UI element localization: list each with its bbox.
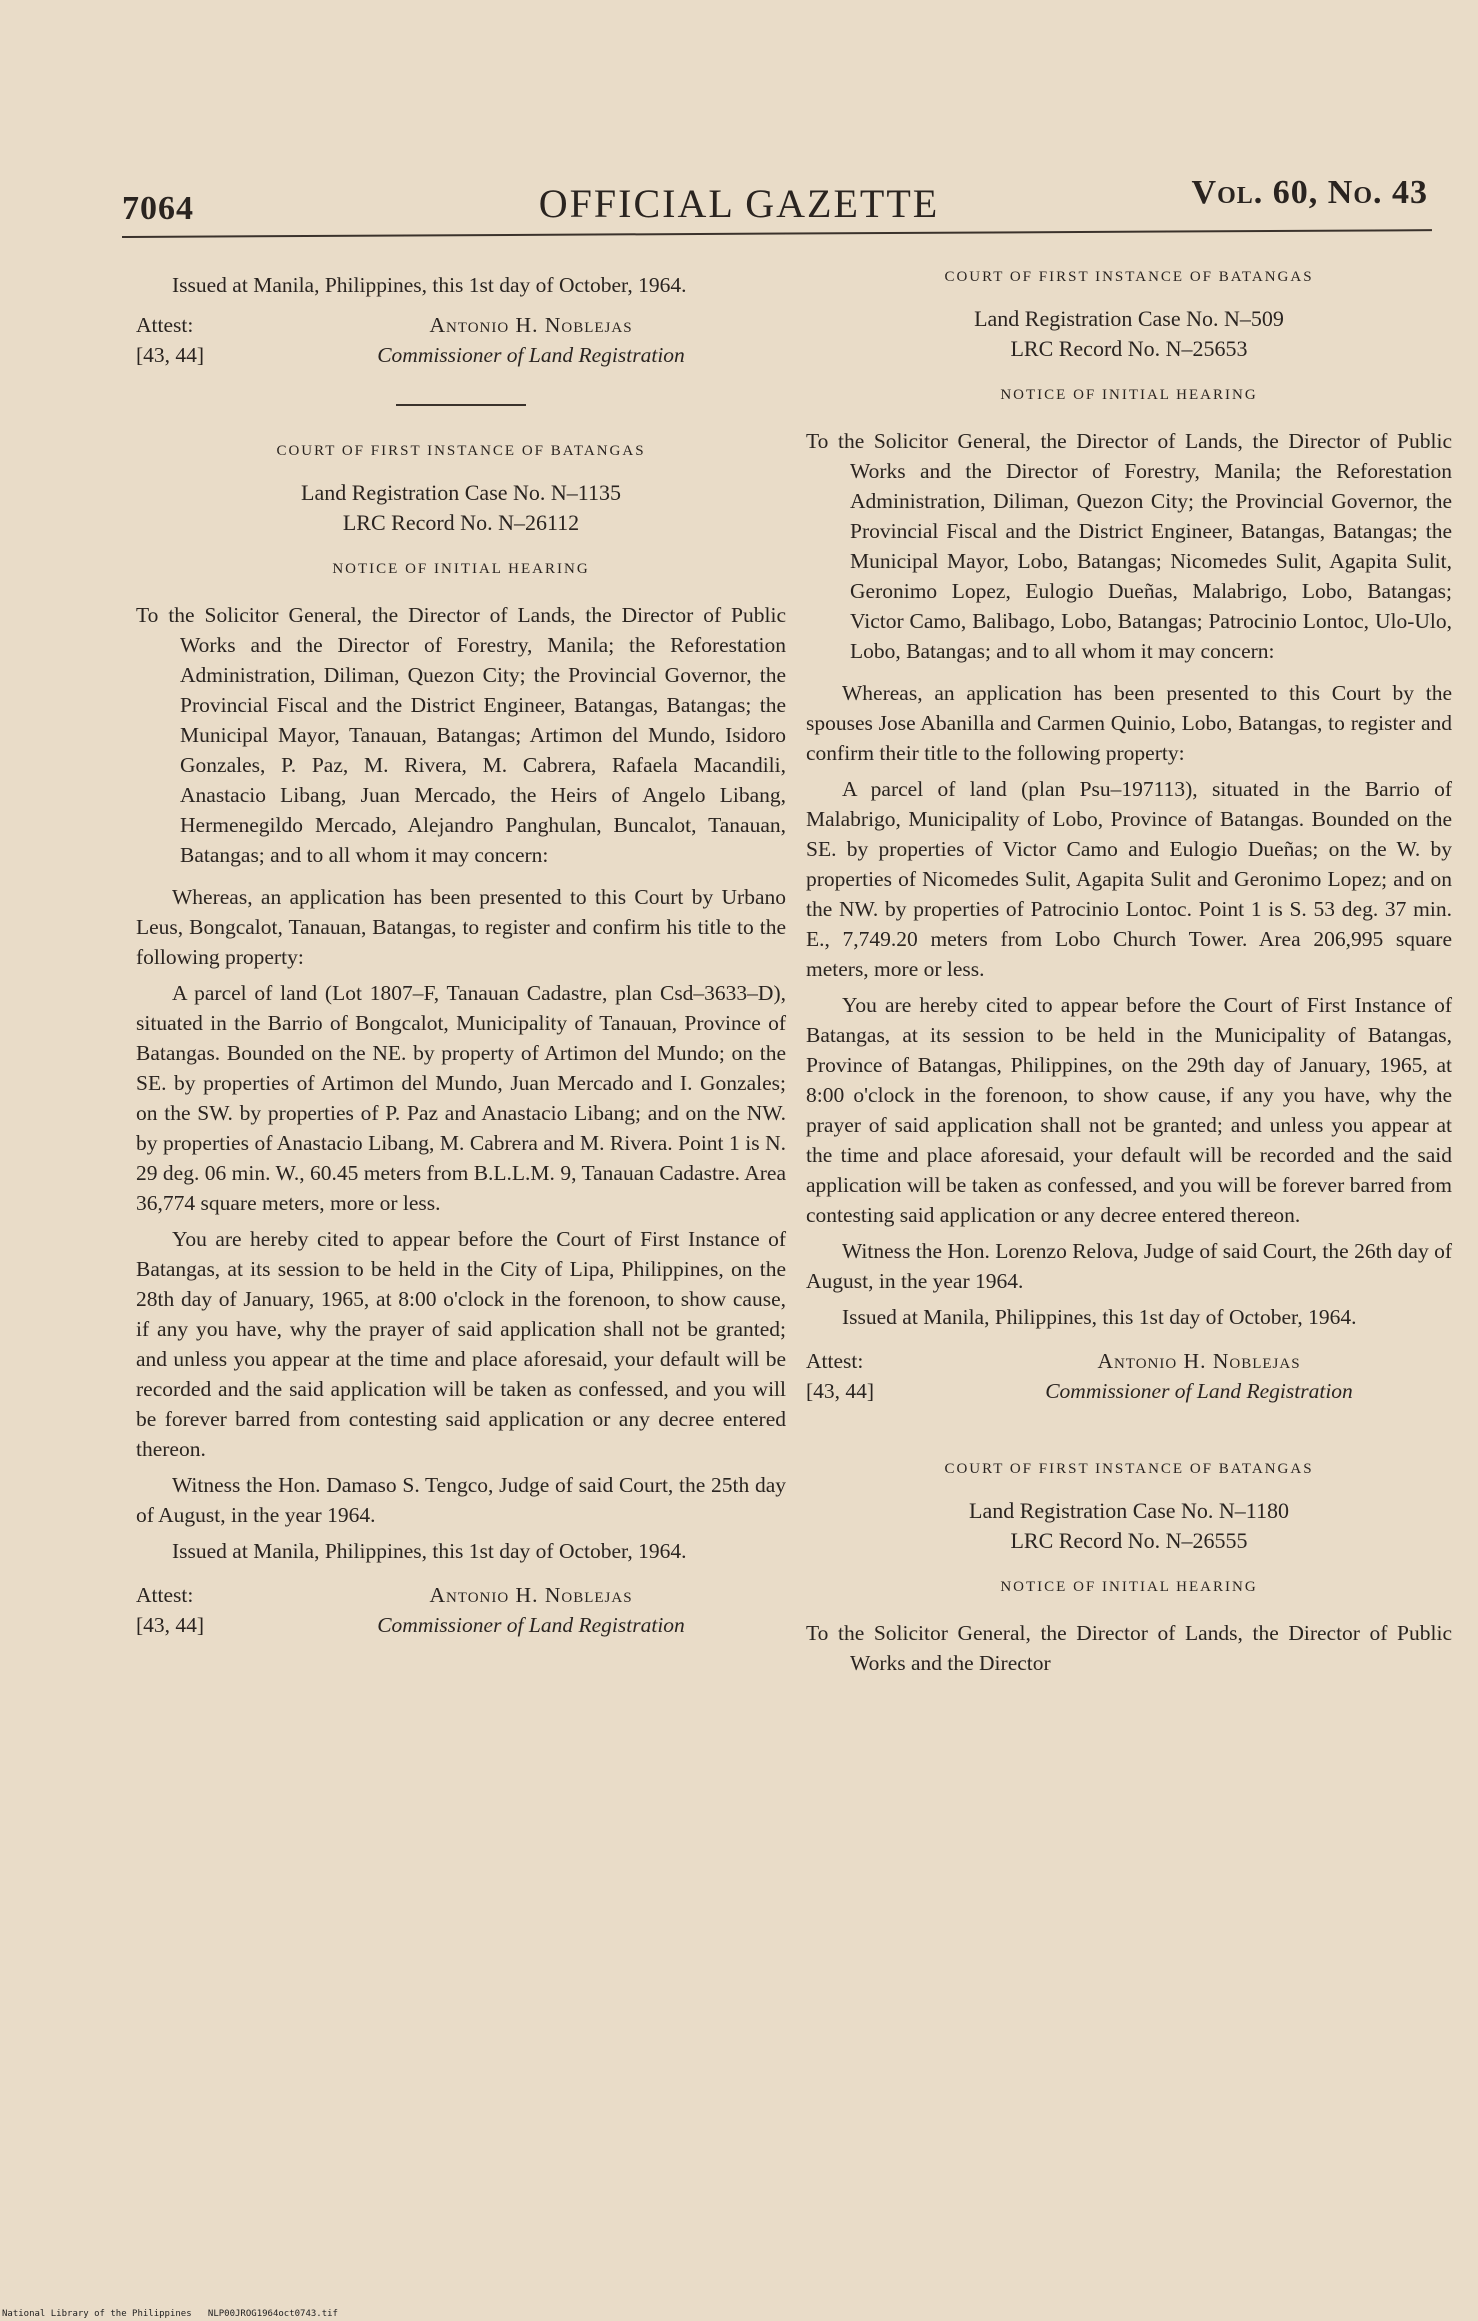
court-heading: COURT OF FIRST INSTANCE OF BATANGAS	[944, 269, 1314, 285]
header-rule	[122, 229, 1432, 238]
attest-title: Commissioner of Land Registration	[1045, 1379, 1353, 1403]
court-heading: COURT OF FIRST INSTANCE OF BATANGAS	[944, 1461, 1314, 1477]
issue-reference: [43, 44]	[136, 1613, 205, 1637]
page-number: 7064	[122, 190, 194, 227]
issue-reference: [43, 44]	[136, 343, 205, 367]
issue-reference: [43, 44]	[806, 1379, 875, 1403]
citation-paragraph: You are hereby cited to appear before the Court of First Instance of Batangas, at its session to be held in the City of Lipa, Philippines, on the 28th day of January, 1965, at 8:00 o'clock in the forenoon, to show cause, if any you have, why the prayer of said application shall not be granted; and unless you appear at the time and place aforesaid, your default will be recorded and the said application will be taken as confessed, and you will be forever barred from contesting said application or any decree entered thereon.	[136, 1227, 786, 1461]
record-number: LRC Record No. N–26112	[342, 510, 580, 535]
attest-name: Antonio H. Noblejas	[429, 1583, 633, 1607]
case-number: Land Registration Case No. N–1180	[969, 1498, 1289, 1523]
attest-title: Commissioner of Land Registration	[377, 1613, 685, 1637]
attest-block	[136, 1580, 786, 1610]
notice-title: NOTICE OF INITIAL HEARING	[332, 561, 590, 577]
scan-footer	[2, 2309, 338, 2319]
attest-label: Attest:	[806, 1349, 864, 1373]
parcel-description: A parcel of land (Lot 1807–F, Tanauan Cadastre, plan Csd–3633–D), situated in the Barrio of Bongcalot, Municipality of Tanauan, Province of Batangas. Bounded on the NE. by property of Artimon del Mundo; on the SE. by properties of Artimon del Mundo, Juan Mercado and I. Gonzales; on the SW. by properties of P. Paz and Anastacio Libang; and on the NW. by properties of Anastacio Libang, M. Cabrera and M. Rivera. Point 1 is N. 29 deg. 06 min. W., 60.45 meters from B.L.L.M. 9, Tanauan Cadastre. Area 36,774 square meters, more or less.	[136, 981, 786, 1215]
whereas-paragraph: Whereas, an application has been presented to this Court by Urbano Leus, Bongcalot, Tanauan, Batangas, to register and confirm his title to the following property:	[136, 885, 786, 969]
attest-title: Commissioner of Land Registration	[377, 343, 685, 367]
attest-name: Antonio H. Noblejas	[1097, 1349, 1301, 1373]
attest-block	[136, 310, 786, 340]
parcel-description: A parcel of land (plan Psu–197113), situated in the Barrio of Malabrigo, Municipality of Lobo, Province of Batangas. Bounded on the SE. by properties of Victor Camo and Eulogio Dueñas; on the W. by properties of Nicomedes Sulit, Agapita Sulit and Geronimo Lopez; and on the NW. by properties of Patrocinio Lontoc. Point 1 is S. 53 deg. 37 min. E., 7,749.20 meters from Lobo Church Tower. Area 206,995 square meters, more or less.	[806, 777, 1452, 981]
notice-title: NOTICE OF INITIAL HEARING	[1000, 387, 1258, 403]
volume-label: Vol. 60, No. 43	[1191, 174, 1428, 211]
attest-title-block	[136, 340, 786, 370]
case-number: Land Registration Case No. N–509	[974, 306, 1284, 331]
attest-title-block	[136, 1610, 786, 1640]
publication-title: OFFICIAL GAZETTE	[538, 181, 940, 226]
record-number: LRC Record No. N–25653	[1010, 336, 1248, 361]
addressees: To the Solicitor General, the Director of Lands, the Director of Public Works and the Director of Forestry, Manila; the Reforestation Administration, Diliman, Quezon City; the Provincial Governor, the Provincial Fiscal and the District Engineer, Batangas, Batangas; the Municipal Mayor, Tanauan, Batangas; Artimon del Mundo, Isidoro Gonzales, P. Paz, M. Rivera, M. Cabrera, Rafaela Macandili, Anastacio Libang, Juan Mercado, the Heirs of Angelo Libang, Hermenegildo Mercado, Alejandro Panghulan, Buncalot, Tanauan, Batangas; and to all whom it may concern:	[136, 603, 786, 867]
right-column	[806, 262, 1452, 1678]
library-name: National Library of the Philippines	[2, 2309, 192, 2319]
issued-statement: Issued at Manila, Philippines, this 1st day of October, 1964.	[842, 1305, 1357, 1329]
witness-paragraph: Witness the Hon. Damaso S. Tengco, Judge of said Court, the 25th day of August, in the year 1964.	[136, 1473, 786, 1527]
witness-paragraph: Witness the Hon. Lorenzo Relova, Judge of said Court, the 26th day of August, in the year 1964.	[806, 1239, 1452, 1293]
attest-label: Attest:	[136, 1583, 194, 1607]
section-divider	[396, 404, 526, 406]
record-number: LRC Record No. N–26555	[1010, 1528, 1248, 1553]
attest-block	[806, 1346, 1452, 1376]
citation-paragraph: You are hereby cited to appear before the Court of First Instance of Batangas, at its session to be held in the Municipality of Batangas, Province of Batangas, Philippines, on the 29th day of January, 1965, at 8:00 o'clock in the forenoon, to show cause, if any you have, why the prayer of said application shall not be granted; and unless you appear at the time and place aforesaid, your default will be recorded and the said application will be taken as confessed, and you will be forever barred from contesting said application or any decree entered thereon.	[806, 993, 1452, 1227]
attest-label: Attest:	[136, 313, 194, 337]
attest-name: Antonio H. Noblejas	[429, 313, 633, 337]
left-column	[136, 270, 786, 1640]
addressees: To the Solicitor General, the Director of Lands, the Director of Public Works and the Director of Forestry, Manila; the Reforestation Administration, Diliman, Quezon City; the Provincial Governor, the Provincial Fiscal and the District Engineer, Batangas, Batangas; the Municipal Mayor, Lobo, Batangas; Nicomedes Sulit, Agapita Sulit, Geronimo Lopez, Eulogio Dueñas, Malabrigo, Lobo, Batangas; Victor Camo, Balibago, Lobo, Batangas; Patrocinio Lontoc, Ulo-Ulo, Lobo, Batangas; and to all whom it may concern:	[806, 429, 1452, 663]
court-heading: COURT OF FIRST INSTANCE OF BATANGAS	[276, 443, 646, 459]
attest-title-block	[806, 1376, 1452, 1406]
notice-title: NOTICE OF INITIAL HEARING	[1000, 1579, 1258, 1595]
addressees: To the Solicitor General, the Director of Lands, the Director of Public Works and the Director	[806, 1621, 1452, 1675]
case-number: Land Registration Case No. N–1135	[301, 480, 621, 505]
issued-statement: Issued at Manila, Philippines, this 1st day of October, 1964.	[172, 273, 687, 297]
scan-filename: NLP00JROG1964oct0743.tif	[207, 2309, 338, 2319]
whereas-paragraph: Whereas, an application has been presented to this Court by the spouses Jose Abanilla and Carmen Quinio, Lobo, Batangas, to register and confirm their title to the following property:	[806, 681, 1452, 765]
issued-statement: Issued at Manila, Philippines, this 1st day of October, 1964.	[172, 1539, 687, 1563]
